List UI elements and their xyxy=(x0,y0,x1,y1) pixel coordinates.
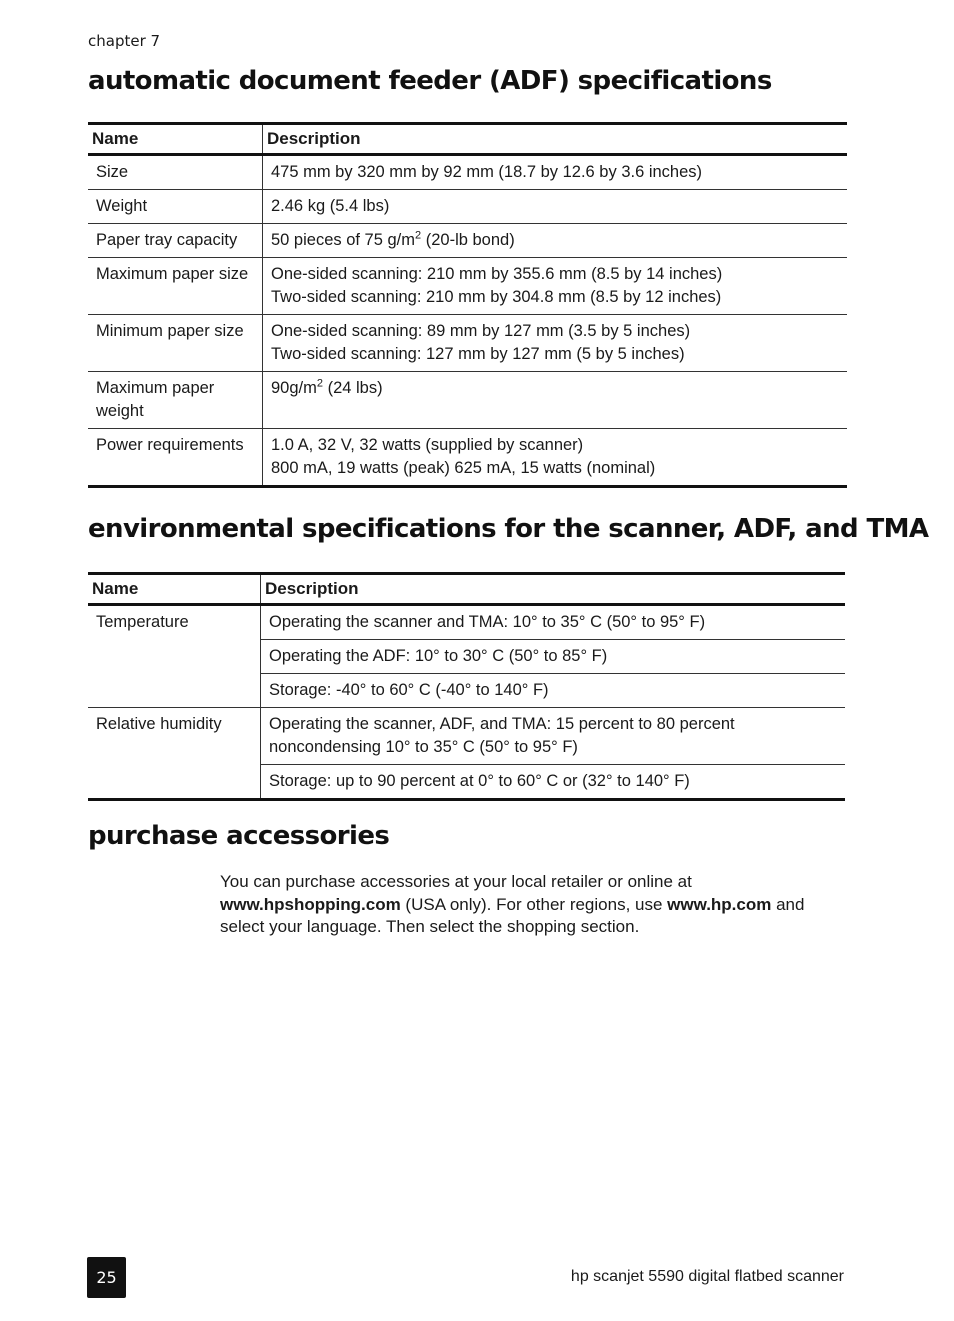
spec-name: Power requirements xyxy=(88,429,263,487)
description-line: One-sided scanning: 210 mm by 355.6 mm (8.5 by 14 inches) xyxy=(271,265,723,283)
description-line: One-sided scanning: 89 mm by 127 mm (3.5 by 5 inches) xyxy=(271,322,691,340)
description-text: 90g/m xyxy=(271,379,317,397)
spec-description xyxy=(263,190,848,224)
spec-name: Relative humidity xyxy=(88,708,261,800)
spec-description: Storage: -40° to 60° C (-40° to 140° F) xyxy=(261,674,846,708)
hp-link[interactable]: www.hp.com xyxy=(667,894,772,914)
spec-description: Operating the scanner and TMA: 10° to 35° C (50° to 95° F) xyxy=(261,605,846,640)
spec-description xyxy=(263,258,848,315)
column-header-name: Name xyxy=(88,124,263,155)
table-row xyxy=(88,708,845,765)
adf-spec-table xyxy=(88,122,847,488)
spec-description: Operating the ADF: 10° to 30° C (50° to 85° F) xyxy=(261,640,846,674)
spec-name: Size xyxy=(88,155,263,190)
chapter-label: chapter 7 xyxy=(88,32,161,50)
purchase-section-title: purchase accessories xyxy=(88,821,390,851)
table-row xyxy=(88,258,847,315)
column-header-description: Description xyxy=(263,124,848,155)
spec-description xyxy=(263,372,848,429)
spec-name: Paper tray capacity xyxy=(88,224,263,258)
table-header-row xyxy=(88,124,847,155)
column-header-name: Name xyxy=(88,574,261,605)
spec-description xyxy=(263,224,848,258)
spec-name: Maximum paper size xyxy=(88,258,263,315)
table-row xyxy=(88,190,847,224)
spec-name: Maximum paper weight xyxy=(88,372,263,429)
environmental-spec-table xyxy=(88,572,845,801)
table-row xyxy=(88,224,847,258)
superscript: 2 xyxy=(415,229,422,242)
paragraph-text: (USA only). For other regions, use xyxy=(400,894,668,914)
spec-description: Storage: up to 90 percent at 0° to 60° C or (32° to 140° F) xyxy=(261,765,846,800)
spec-description xyxy=(263,429,848,487)
superscript: 2 xyxy=(316,377,323,390)
spec-name: Weight xyxy=(88,190,263,224)
spec-name: Temperature xyxy=(88,605,261,708)
table-row xyxy=(88,155,847,190)
description-line: Two-sided scanning: 210 mm by 304.8 mm (8.5 by 12 inches) xyxy=(271,288,722,306)
description-text: 50 pieces of 75 g/m xyxy=(271,231,416,249)
description-line: 475 mm by 320 mm by 92 mm (18.7 by 12.6 by 3.6 inches) xyxy=(271,163,703,181)
description-line: 1.0 A, 32 V, 32 watts (supplied by scanner) xyxy=(271,436,584,454)
paragraph-text: and select your language. Then select the shopping section. xyxy=(220,894,805,936)
table-row xyxy=(88,372,847,429)
spec-description xyxy=(263,155,848,190)
hpshopping-link[interactable]: www.hpshopping.com xyxy=(220,894,401,914)
spec-name: Minimum paper size xyxy=(88,315,263,372)
description-line: Two-sided scanning: 127 mm by 127 mm (5 by 5 inches) xyxy=(271,345,685,363)
column-header-description: Description xyxy=(261,574,846,605)
spec-description: Operating the scanner, ADF, and TMA: 15 percent to 80 percent noncondensing 10° to 35° C (50° to 95° F) xyxy=(261,708,846,765)
description-text: (24 lbs) xyxy=(322,379,383,397)
paragraph-text: You can purchase accessories at your local retailer or online at xyxy=(220,872,692,891)
purchase-paragraph xyxy=(220,871,830,939)
footer-product-title: hp scanjet 5590 digital flatbed scanner xyxy=(570,1268,844,1285)
page-number: 25 xyxy=(96,1268,117,1287)
description-text: (20-lb bond) xyxy=(421,231,515,249)
spec-description xyxy=(263,315,848,372)
description-line: 2.46 kg (5.4 lbs) xyxy=(271,197,390,215)
table-row xyxy=(88,429,847,487)
page-number-badge xyxy=(87,1257,126,1298)
table-header-row xyxy=(88,574,845,605)
description-line: 800 mA, 19 watts (peak) 625 mA, 15 watts (nominal) xyxy=(271,459,656,477)
adf-section-title: automatic document feeder (ADF) specifications xyxy=(88,66,772,96)
environmental-section-title: environmental specifications for the scanner, ADF, and TMA xyxy=(88,514,929,544)
table-row xyxy=(88,315,847,372)
table-row xyxy=(88,605,845,640)
